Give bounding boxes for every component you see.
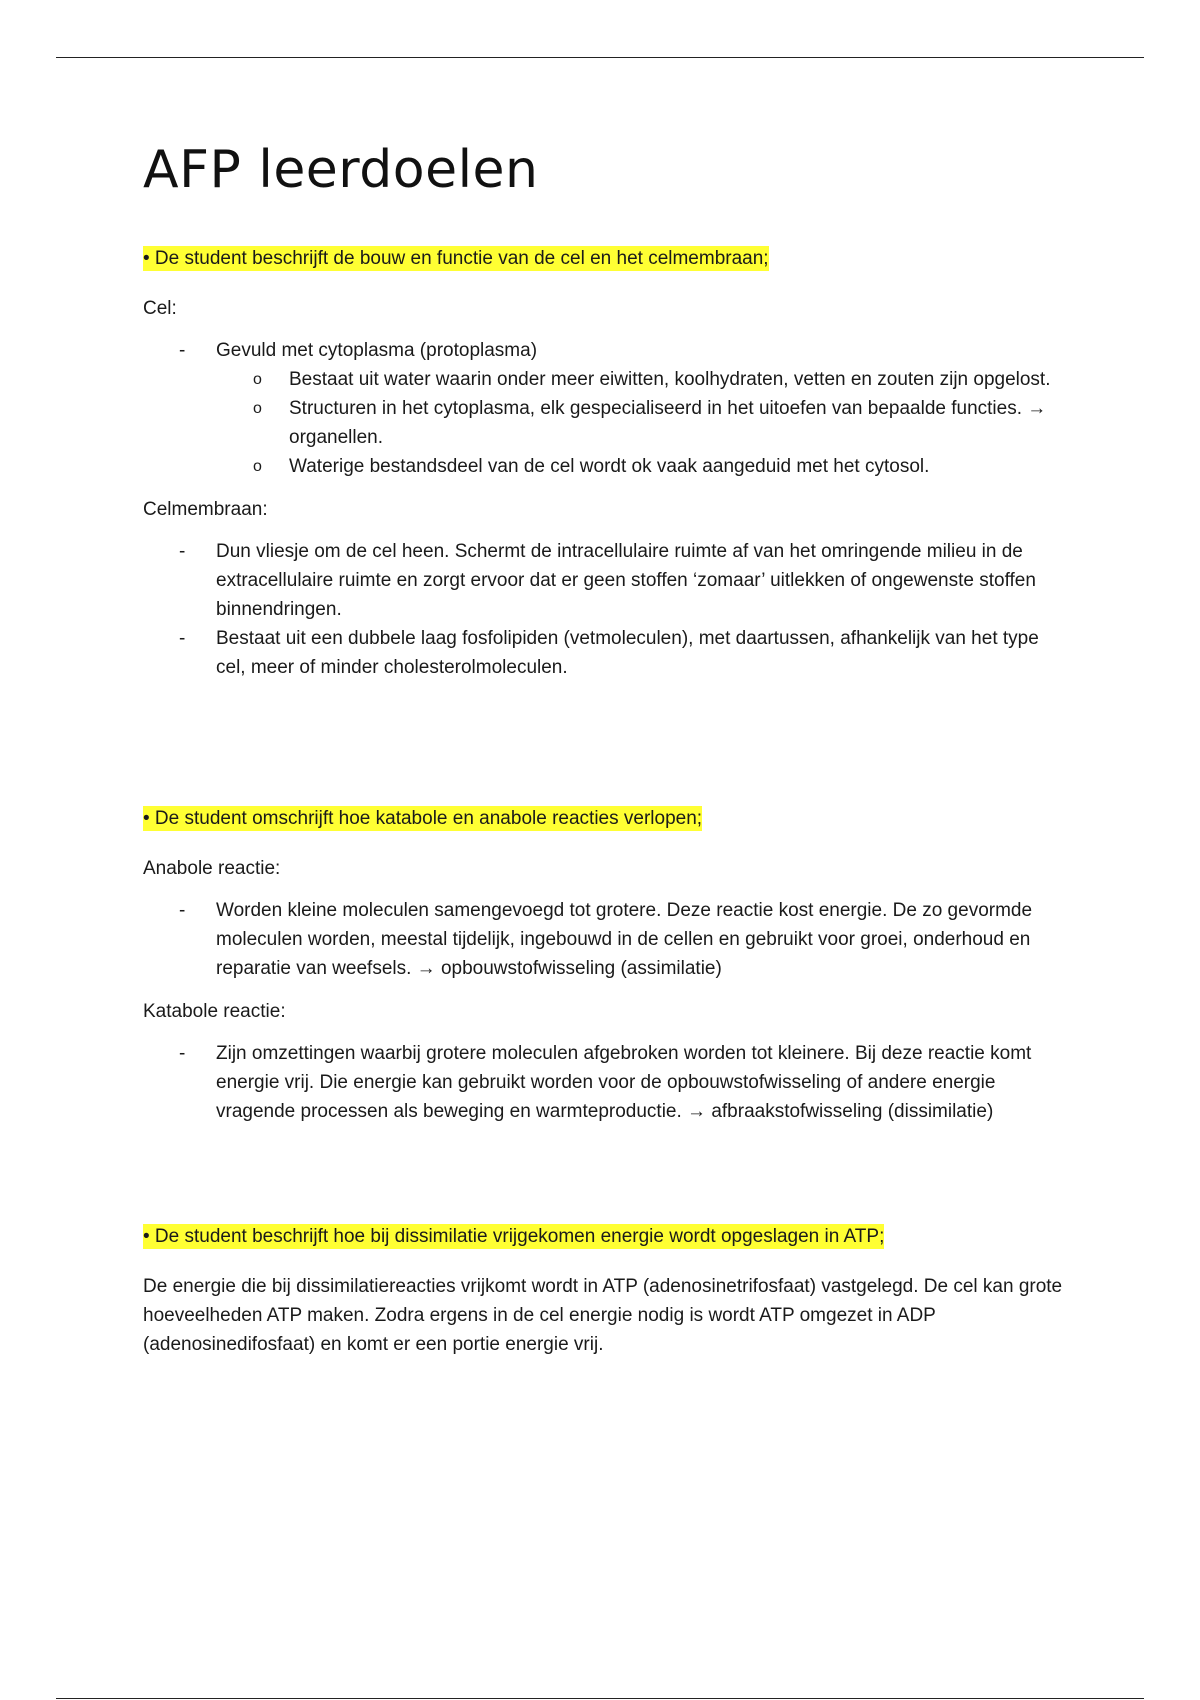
list-item-text: Worden kleine moleculen samengevoegd tot grotere. Deze reactie kost energie. De zo gevormde moleculen worden, meestal tijdelijk, ingebouwd in de cellen en gebruikt voor groei, onderhoud en reparatie van weefsels. → opbouwstofwisseling (assimilatie)	[216, 900, 1033, 979]
highlighted-text: • De student beschrijft de bouw en functie van de cel en het celmembraan;	[143, 248, 769, 269]
learning-goal-1	[143, 244, 1073, 274]
sub-list-item-text: Structuren in het cytoplasma, elk gespecialiseerd in het uitoefen van bepaalde functies. → organellen.	[289, 398, 1047, 448]
footer-rule	[56, 1698, 1144, 1699]
document-page	[143, 140, 1073, 1359]
sub-list-item-text: Waterige bestandsdeel van de cel wordt ok vaak aangeduid met het cytosol.	[289, 456, 930, 477]
section-label-celmembraan: Celmembraan:	[143, 499, 268, 520]
sub-list-item	[143, 365, 1073, 394]
sub-list-item	[143, 394, 1073, 452]
learning-goal-3	[143, 1222, 1073, 1252]
header-rule	[56, 57, 1144, 58]
circle-bullet-icon: o	[253, 371, 262, 388]
list-item-text: Gevuld met cytoplasma (protoplasma)	[216, 340, 538, 361]
spacer	[143, 1140, 1073, 1222]
spacer	[143, 696, 1073, 804]
document-title: AFP leerdoelen	[143, 140, 539, 200]
dash-bullet-icon: -	[179, 900, 186, 921]
list-item-text: Zijn omzettingen waarbij grotere moleculen afgebroken worden tot kleinere. Bij deze reactie komt energie vrij. Die energie kan gebruikt worden voor de opbouwstofwisseling of andere energie vragende processen als beweging en warmteproductie. → afbraakstofwisseling (dissimilatie)	[216, 1043, 1032, 1122]
section-label-anabool: Anabole reactie:	[143, 858, 281, 879]
section-label-katabool: Katabole reactie:	[143, 1001, 286, 1022]
cel-list	[143, 336, 1073, 481]
list-item-text: Dun vliesje om de cel heen. Schermt de intracellulaire ruimte af van het omringende milieu in de extracellulaire ruimte en zorgt ervoor dat er geen stoffen ‘zomaar’ uitlekken of ongewenste stoffen binnendringen.	[216, 541, 1036, 620]
list-item	[143, 1039, 1073, 1126]
anabool-list	[143, 896, 1073, 983]
dash-bullet-icon: -	[179, 541, 186, 562]
learning-goal-2	[143, 804, 1073, 834]
katabool-list	[143, 1039, 1073, 1126]
dash-bullet-icon: -	[179, 628, 186, 649]
section-label-cel: Cel:	[143, 298, 177, 319]
atp-paragraph: De energie die bij dissimilatiereacties vrijkomt wordt in ATP (adenosinetrifosfaat) vastgelegd. De cel kan grote hoeveelheden ATP maken. Zodra ergens in de cel energie nodig is wordt ATP omgezet in ADP (adenosinedifosfaat) en komt er een portie energie vrij.	[143, 1276, 1063, 1355]
list-item	[143, 537, 1073, 624]
dash-bullet-icon: -	[179, 1043, 186, 1064]
list-item	[143, 336, 1073, 481]
cel-sublist	[216, 365, 1073, 481]
sub-list-item-text: Bestaat uit water waarin onder meer eiwitten, koolhydraten, vetten en zouten zijn opgelost.	[289, 369, 1051, 390]
list-item	[143, 624, 1073, 682]
sub-list-item	[143, 452, 1073, 481]
list-item	[143, 896, 1073, 983]
dash-bullet-icon: -	[179, 340, 186, 361]
celmembraan-list	[143, 537, 1073, 682]
circle-bullet-icon: o	[253, 458, 262, 475]
circle-bullet-icon: o	[253, 400, 262, 417]
highlighted-text: • De student omschrijft hoe katabole en anabole reacties verlopen;	[143, 808, 703, 829]
highlighted-text: • De student beschrijft hoe bij dissimilatie vrijgekomen energie wordt opgeslagen in ATP;	[143, 1226, 885, 1247]
list-item-text: Bestaat uit een dubbele laag fosfolipiden (vetmoleculen), met daartussen, afhankelijk van het type cel, meer of minder cholesterolmoleculen.	[216, 628, 1039, 678]
